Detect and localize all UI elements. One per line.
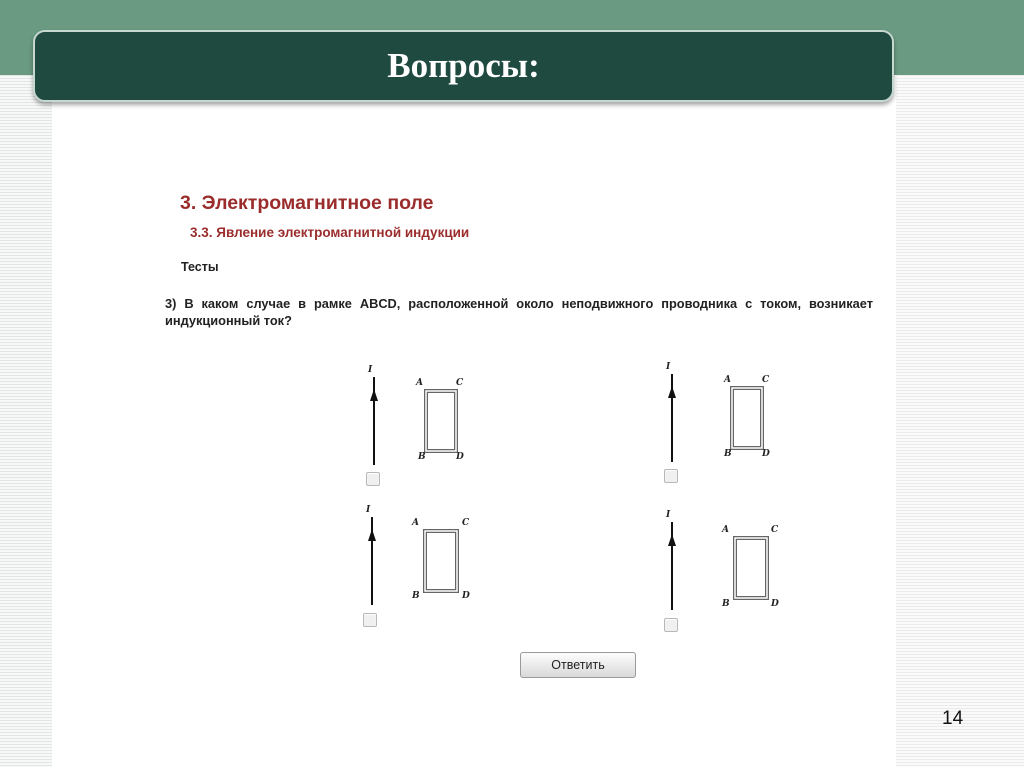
corner-b-label: B bbox=[722, 599, 730, 609]
corner-a-label: A bbox=[412, 518, 419, 528]
option-4 bbox=[658, 510, 783, 635]
option-1 bbox=[360, 365, 480, 490]
corner-c-label: C bbox=[771, 525, 779, 535]
option-4-checkbox[interactable] bbox=[664, 618, 678, 632]
section-heading: 3. Электромагнитное поле bbox=[180, 192, 434, 214]
question-text: 3) В каком случае в рамке ABCD, расположенной около неподвижного проводника с током, возникает индукционный ток? bbox=[165, 296, 873, 328]
corner-c-label: C bbox=[456, 378, 464, 388]
corner-a-label: A bbox=[724, 375, 731, 385]
page-number: 14 bbox=[942, 708, 964, 729]
corner-d-label: D bbox=[771, 599, 779, 609]
corner-b-label: B bbox=[418, 452, 426, 462]
corner-b-label: B bbox=[724, 449, 732, 459]
corner-c-label: C bbox=[462, 518, 470, 528]
corner-d-label: D bbox=[462, 591, 470, 601]
option-2 bbox=[658, 362, 778, 487]
option-3 bbox=[358, 505, 483, 630]
slide-title: Вопросы: bbox=[387, 46, 540, 85]
current-label: I bbox=[666, 362, 671, 372]
corner-c-label: C bbox=[762, 375, 770, 385]
wire-frame-diagram-4 bbox=[658, 510, 783, 635]
corner-a-label: A bbox=[416, 378, 423, 388]
answer-button[interactable]: Ответить bbox=[520, 652, 636, 678]
current-label: I bbox=[366, 505, 371, 515]
option-3-checkbox[interactable] bbox=[363, 613, 377, 627]
corner-d-label: D bbox=[456, 452, 464, 462]
corner-d-label: D bbox=[762, 449, 770, 459]
option-1-checkbox[interactable] bbox=[366, 472, 380, 486]
tests-label: Тесты bbox=[181, 260, 219, 274]
current-label: I bbox=[368, 365, 373, 375]
current-label: I bbox=[666, 510, 671, 520]
subsection-heading: 3.3. Явление электромагнитной индукции bbox=[190, 225, 470, 240]
option-2-checkbox[interactable] bbox=[664, 469, 678, 483]
corner-a-label: A bbox=[722, 525, 729, 535]
corner-b-label: B bbox=[412, 591, 420, 601]
